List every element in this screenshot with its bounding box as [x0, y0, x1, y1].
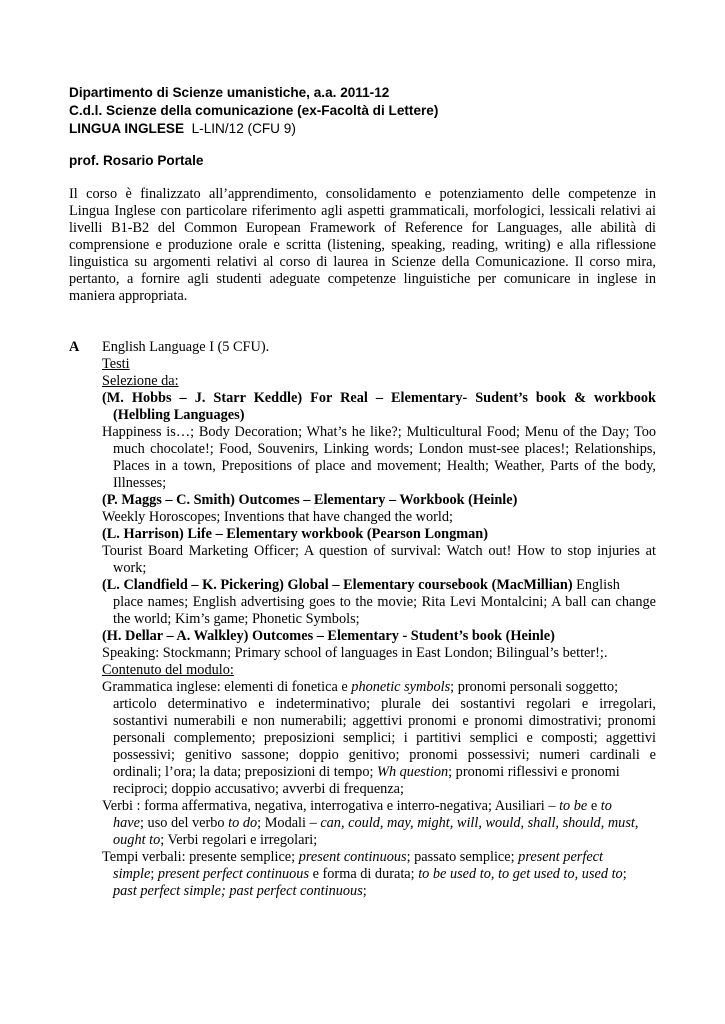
verbs-text-italic: to [600, 798, 612, 814]
tenses-text: ; [622, 866, 627, 882]
book-topics: Tourist Board Marketing Officer; A question of survival: Watch out! How to stop injuries at [102, 543, 656, 559]
verbs-text-italic: to do [228, 815, 258, 831]
book-line [102, 577, 620, 594]
intro-line: linguistica su argomenti relativi al corso di laurea in Scienze della Comunicazione. Il corso mira, [69, 254, 656, 270]
tenses-text-italic: present perfect continuous [157, 866, 310, 882]
grammar-text-italic: Wh question [377, 764, 449, 780]
tenses-text-italic: past perfect simple; past perfect continuous [113, 883, 363, 899]
verbs-text-italic: ought to [113, 832, 161, 848]
section-title: English Language I (5 CFU). [102, 339, 270, 355]
book-topics: Happiness is…; Body Decoration; What’s he like?; Multicultural Food; Menu of the Day; Too [102, 424, 656, 440]
book-topics: work; [113, 560, 147, 576]
course-code: L-LIN/12 (CFU 9) [191, 121, 296, 136]
book-topics: place names; English advertising goes to the movie; Rita Levi Montalcini; A ball can change [113, 594, 656, 610]
degree-course-heading: C.d.l. Scienze della comunicazione (ex-Facoltà di Lettere) [69, 103, 439, 118]
selezione-label: Selezione da: [102, 373, 179, 389]
department-heading: Dipartimento di Scienze umanistiche, a.a. 2011-12 [69, 85, 390, 100]
intro-line: livelli B1-B2 del Common European Framework of Reference for Languages, alle abilità di [69, 220, 656, 236]
grammar-line: possessivi; genitivo sassone; doppio genitivo; pronomi possessivi; numeri cardinali e [113, 747, 656, 763]
tenses-text-italic: to be used to, to get used to, used to [418, 866, 623, 882]
testi-label: Testi [102, 356, 130, 372]
book-title: (L. Harrison) Life – Elementary workbook (Pearson Longman) [102, 526, 488, 542]
book-title: (P. Maggs – C. Smith) Outcomes – Elementary – Workbook (Heinle) [102, 492, 518, 508]
intro-line: Il corso è finalizzato all’apprendimento, consolidamento e potenziamento delle competenze in [69, 186, 656, 202]
grammar-text: ordinali; l’ora; la data; preposizioni di tempo; [113, 764, 378, 780]
intro-line: Lingua Inglese con particolare riferimento agli aspetti grammaticali, morfologici, lessicali relativi ai [69, 203, 656, 219]
course-title-heading [69, 121, 296, 136]
tenses-text-italic: present perfect [518, 849, 603, 865]
book-topics: much chocolate!; Food, Souvenirs, Linking words; London must-see places!; Relationships, [113, 441, 656, 457]
tenses-text: e forma di durata; [309, 866, 419, 882]
intro-line: pertanto, a fornire agli studenti adeguate competenze linguistiche per comunicare in inglese in [69, 271, 656, 287]
tenses-line [113, 883, 367, 900]
tenses-text: ; [150, 866, 158, 882]
book-title: (Helbling Languages) [113, 407, 245, 423]
book-topics: Speaking: Stockmann; Primary school of languages in East London; Bilingual’s better!;. [102, 645, 608, 661]
verbs-text-italic: to be [559, 798, 588, 814]
verbs-line [113, 832, 317, 849]
grammar-line: articolo determinativo e indeterminativo; plurale dei sostantivi regolari e irregolari, [113, 696, 656, 712]
grammar-line [102, 679, 618, 696]
book-topics: English [572, 577, 620, 593]
grammar-line: sostantivi numerabili e non numerabili; aggettivi pronomi e pronomi dimostrativi; pronomi [113, 713, 656, 729]
course-name: LINGUA INGLESE [69, 121, 185, 136]
verbs-text: e [587, 798, 601, 814]
book-topics: Weekly Horoscopes; Inventions that have changed the world; [102, 509, 454, 525]
tenses-line [113, 866, 627, 883]
verbs-text-italic: can, could, may, might, will, would, shall, should, must, [320, 815, 639, 831]
tenses-line [102, 849, 603, 866]
grammar-line: personali complemento; preposizioni semplici; i partitivi semplici e composti; aggettivi [113, 730, 656, 746]
verbs-text: ; uso del verbo [140, 815, 229, 831]
tenses-text-italic: present continuous [298, 849, 407, 865]
professor-name: prof. Rosario Portale [69, 153, 204, 168]
contenuto-label: Contenuto del modulo: [102, 662, 234, 678]
book-title: (H. Dellar – A. Walkley) Outcomes – Elementary - Student’s book (Heinle) [102, 628, 555, 644]
tenses-text-italic: simple [113, 866, 151, 882]
grammar-text: Grammatica inglese: elementi di fonetica e [102, 679, 352, 695]
verbs-text: ; Verbi regolari e irregolari; [160, 832, 318, 848]
verbs-text-italic: have [113, 815, 140, 831]
grammar-line [113, 764, 620, 781]
grammar-text: ; pronomi riflessivi e pronomi [448, 764, 620, 780]
grammar-text-italic: phonetic symbols [351, 679, 451, 695]
verbs-text: ; Modali – [257, 815, 321, 831]
book-topics: Places in a town, Prepositions of place and movement; Health; Weather, Parts of the body, [113, 458, 656, 474]
verbs-line [102, 798, 612, 815]
verbs-line [113, 815, 638, 832]
tenses-text: ; passato semplice; [406, 849, 519, 865]
grammar-line: reciproci; doppio accusativo; avverbi di frequenza; [113, 781, 404, 797]
intro-line: comprensione e produzione orale e scritta (listening, speaking, reading, writing) e alla riflessione [69, 237, 656, 253]
book-title: (M. Hobbs – J. Starr Keddle) For Real – Elementary- Sudent’s book & workbook [102, 390, 656, 406]
tenses-text: Tempi verbali: presente semplice; [102, 849, 299, 865]
tenses-text: ; [362, 883, 367, 899]
intro-line: maniera appropriata. [69, 288, 188, 304]
verbs-text: Verbi : forma affermativa, negativa, interrogativa e interro-negativa; Ausiliari – [102, 798, 560, 814]
section-letter: A [69, 339, 80, 355]
book-topics: Illnesses; [113, 475, 167, 491]
book-topics: the world; Kim’s game; Phonetic Symbols; [113, 611, 360, 627]
grammar-text: ; pronomi personali soggetto; [450, 679, 619, 695]
book-title: (L. Clandfield – K. Pickering) Global – Elementary coursebook (MacMillian) [102, 577, 573, 593]
